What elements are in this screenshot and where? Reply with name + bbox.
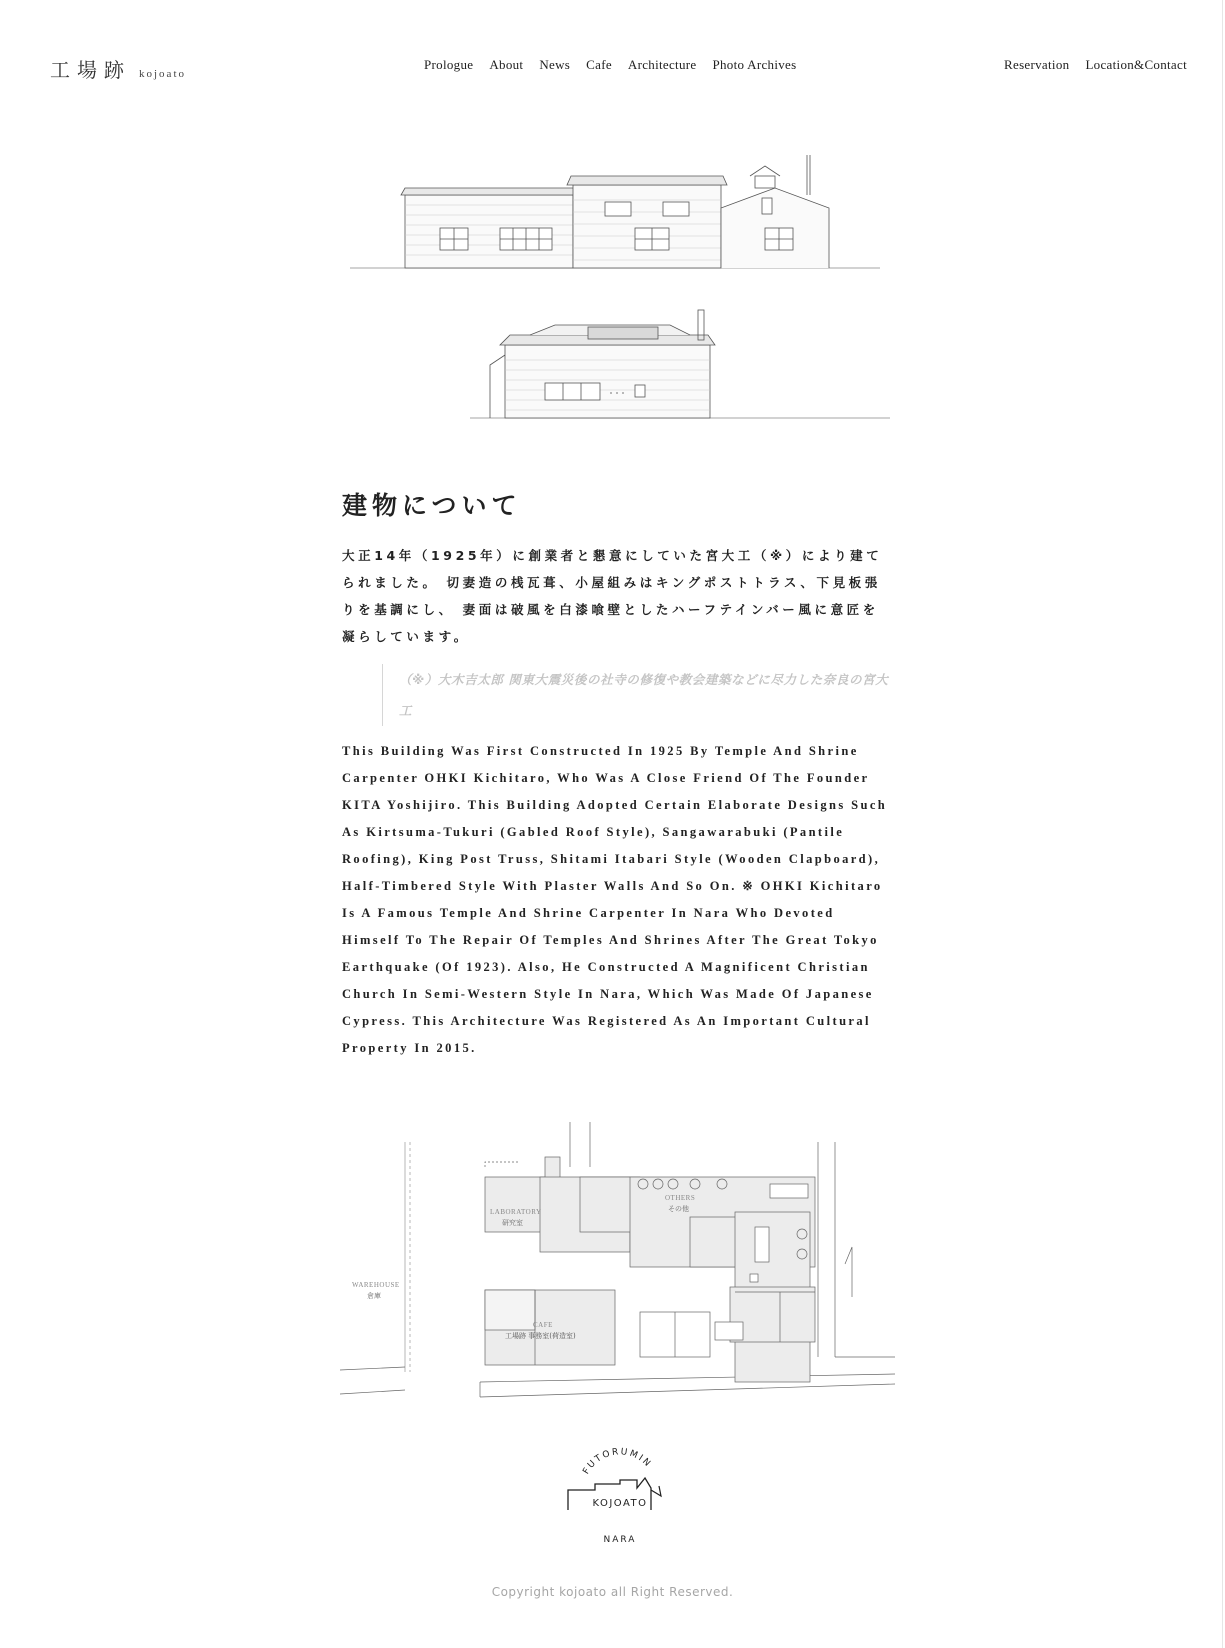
label-others-en: OTHERS bbox=[665, 1194, 696, 1202]
logo-japanese: 工場跡 bbox=[50, 60, 131, 82]
logo-romaji: kojoato bbox=[139, 68, 186, 80]
footer-logo[interactable] bbox=[565, 1440, 675, 1555]
footnote-quote: （※）大木吉太郎 関東大震災後の社寺の修復や教会建築などに尽力した奈良の宮大工 bbox=[382, 664, 892, 726]
logo-text-bottom: NARA bbox=[603, 1535, 637, 1545]
logo-text-top: FUTORUMIN bbox=[581, 1447, 654, 1477]
label-cafe-jp: 工場跡 事務室(荷造室) bbox=[505, 1332, 576, 1340]
building-elevation-front bbox=[345, 150, 885, 275]
floor-plan bbox=[340, 1112, 895, 1402]
nav-cafe[interactable]: Cafe bbox=[586, 57, 612, 72]
nav-architecture[interactable]: Architecture bbox=[627, 57, 697, 72]
site-header bbox=[0, 52, 1225, 82]
nav-news[interactable]: News bbox=[539, 57, 571, 72]
label-laboratory-jp: 研究室 bbox=[502, 1219, 523, 1227]
page-edge-line bbox=[1222, 0, 1223, 1648]
japanese-description: 大正14年（1925年）に創業者と懇意にしていた宮大工（※）により建てられました。 切妻造の桟瓦葺、小屋組みはキングポストトラス、下見板張りを基調にし、 妻面は破風を白漆喰壁としたハーフテインバー風に意匠を凝らしています。 bbox=[342, 548, 883, 644]
nav-prologue[interactable]: Prologue bbox=[424, 57, 474, 72]
english-description: This Building Was First Constructed In 1925 By Temple And Shrine Carpenter OHKI Kichitaro, Who Was A Close Friend Of The Founder KITA Yoshijiro. This Building Adopted Certain Elaborate Designs Such As Kirtsuma-Tukuri (Gabled Roof Style), Sangawarabuki (Pantile Roofing), King Post Truss, Shitami Itabari Style (Wooden Clapboard), Half-Timbered Style With Plaster Walls And So On. ※ OHKI Kichitaro Is A Famous Temple And Shrine Carpenter In Nara Who Devoted Himself To The Repair Of Temples And Shrines After The Great Tokyo Earthquake (Of 1923). Also, He Constructed A Magnificent Christian Church In Semi-Western Style In Nara, Which Was Made Of Japanese Cypress. This Architecture Was Registered As An Important Cultural Property In 2015. bbox=[342, 744, 888, 1055]
nav-photo-archives[interactable]: Photo Archives bbox=[712, 57, 797, 72]
section-title: 建物について bbox=[342, 491, 522, 520]
label-warehouse-en: WAREHOUSE bbox=[352, 1281, 400, 1289]
main-nav bbox=[424, 57, 812, 73]
label-laboratory-en: LABORATORY bbox=[490, 1208, 542, 1216]
nav-reservation[interactable]: Reservation bbox=[1004, 57, 1070, 72]
copyright-text: Copyright kojoato all Right Reserved. bbox=[491, 1585, 734, 1599]
architecture-section bbox=[342, 480, 892, 1062]
logo-text-mid: KOJOATO bbox=[592, 1498, 648, 1509]
building-elevation-side bbox=[470, 305, 890, 425]
label-cafe-en: CAFE bbox=[533, 1321, 553, 1329]
site-logo[interactable] bbox=[50, 54, 186, 83]
secondary-nav bbox=[988, 57, 1187, 73]
label-others-jp: その他 bbox=[668, 1205, 689, 1213]
nav-location-contact[interactable]: Location&Contact bbox=[1085, 57, 1187, 72]
label-warehouse-jp: 倉庫 bbox=[367, 1292, 381, 1300]
nav-about[interactable]: About bbox=[489, 57, 524, 72]
